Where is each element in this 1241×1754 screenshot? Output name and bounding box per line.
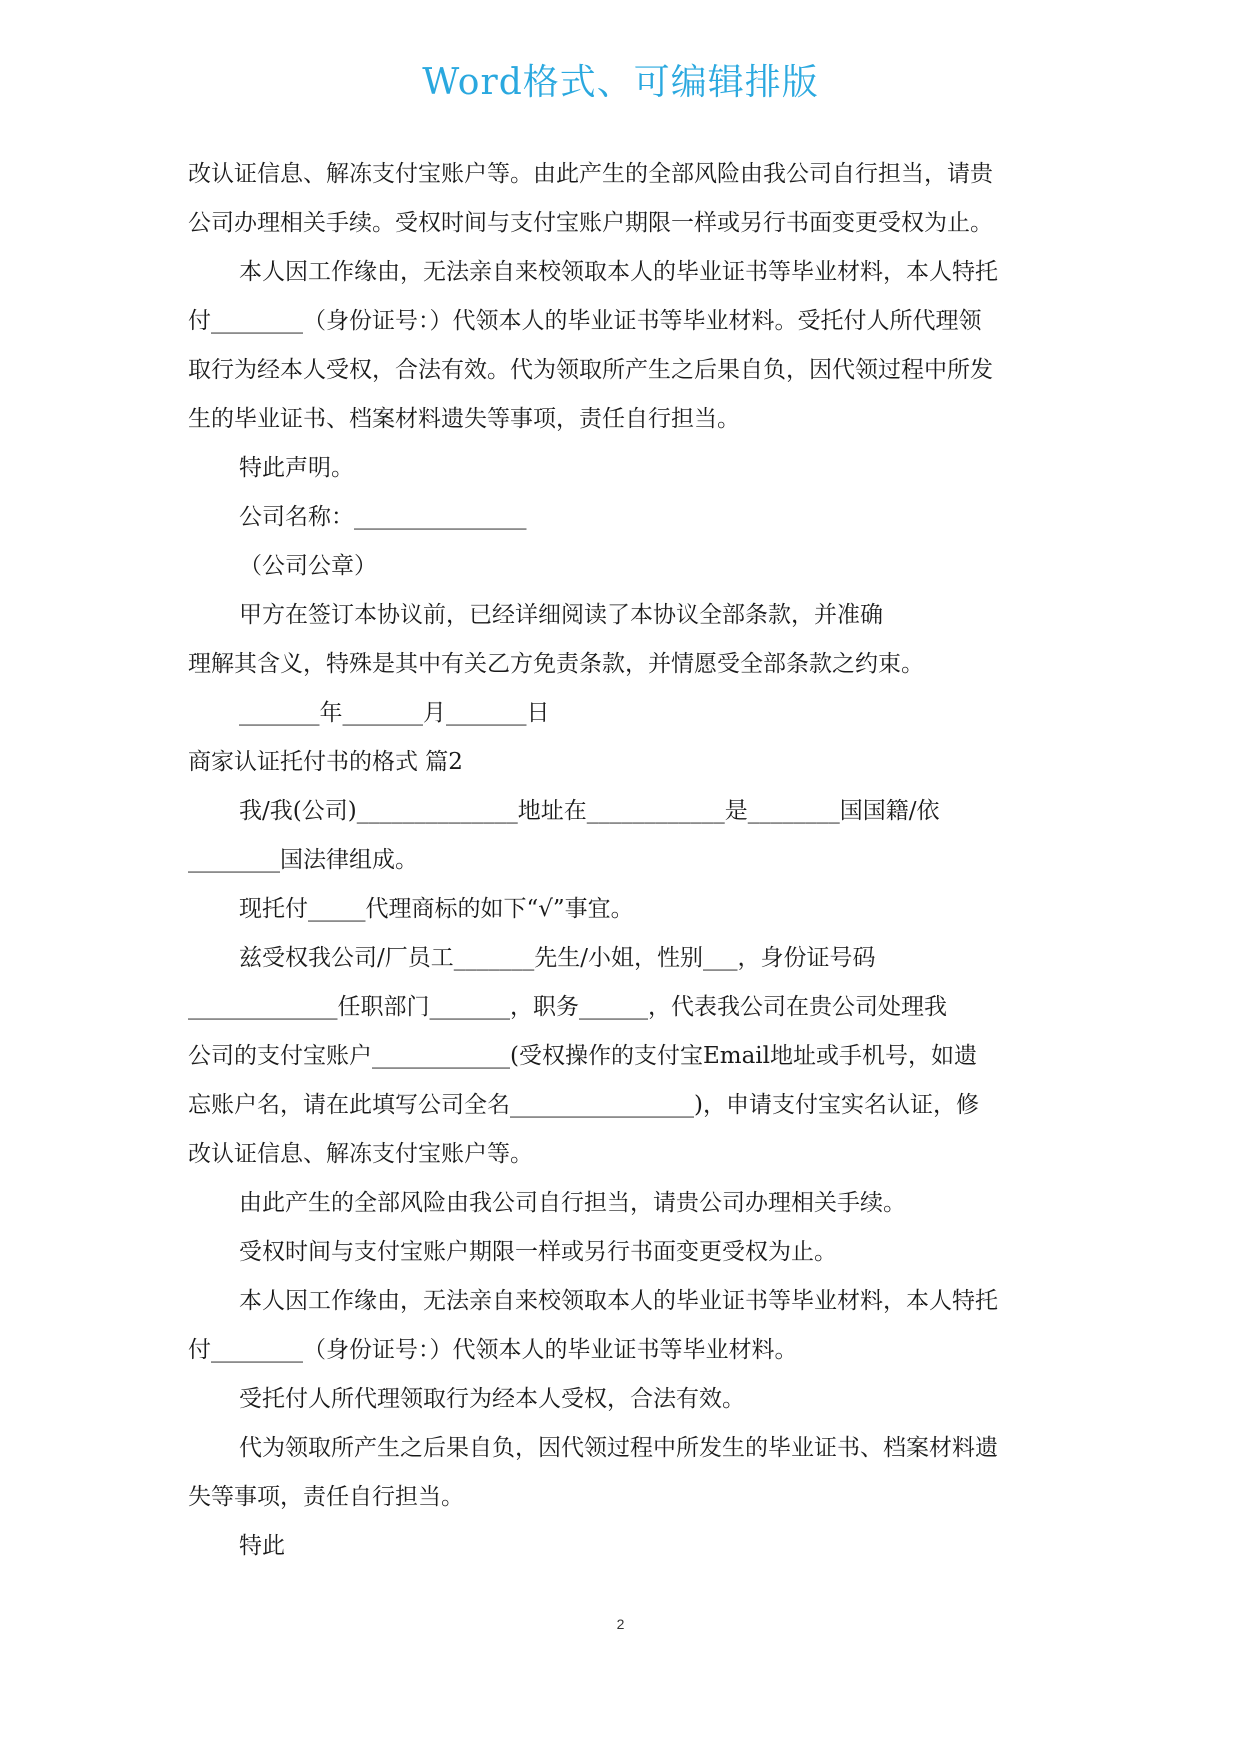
page-number: 2 (616, 1616, 625, 1632)
text-line: 取行为经本人受权，合法有效。代为领取所产生之后果自负，因代领过程中所发 (188, 357, 993, 383)
text-line: 我/我(公司)______________地址在____________是________国国籍/依 (239, 798, 940, 824)
document-body (188, 150, 1068, 1571)
text-line: 生的毕业证书、档案材料遗失等事项，责任自行担当。 (188, 406, 740, 432)
text-line: 本人因工作缘由，无法亲自来校领取本人的毕业证书等毕业材料，本人特托 (239, 1288, 998, 1314)
text-line: 本人因工作缘由，无法亲自来校领取本人的毕业证书等毕业材料，本人特托 (239, 259, 998, 285)
text-line: 忘账户名，请在此填写公司全名________________)，申请支付宝实名认证，修 (188, 1092, 979, 1118)
text-line: _____________任职部门_______，职务______，代表我公司在贵公司处理我 (188, 994, 947, 1020)
text-line: 付________（身份证号：）代领本人的毕业证书等毕业材料。 (188, 1337, 798, 1363)
text-line: 改认证信息、解冻支付宝账户等。 (188, 1141, 533, 1167)
text-line: 公司办理相关手续。受权时间与支付宝账户期限一样或另行书面变更受权为止。 (188, 210, 993, 236)
text-line: 理解其含义，特殊是其中有关乙方免责条款，并情愿受全部条款之约束。 (188, 651, 924, 677)
text-line: 兹受权我公司/厂员工_______先生/小姐，性别___，身份证号码 (239, 945, 876, 971)
text-line: 特此声明。 (239, 455, 354, 481)
text-line: 付________（身份证号：）代领本人的毕业证书等毕业材料。受托付人所代理领 (188, 308, 982, 334)
text-line: 甲方在签订本协议前，已经详细阅读了本协议全部条款，并准确 (239, 602, 883, 628)
text-line: 由此产生的全部风险由我公司自行担当，请贵公司办理相关手续。 (239, 1190, 906, 1216)
text-line: 现托付_____代理商标的如下“√”事宜。 (239, 896, 634, 922)
text-line: 特此 (239, 1533, 285, 1559)
text-line: 改认证信息、解冻支付宝账户等。由此产生的全部风险由我公司自行担当，请贵 (188, 161, 993, 187)
text-line: 公司名称：_______________ (239, 504, 527, 530)
text-line: 受托付人所代理领取行为经本人受权，合法有效。 (239, 1386, 745, 1412)
text-line: 受权时间与支付宝账户期限一样或另行书面变更受权为止。 (239, 1239, 837, 1265)
text-line: 失等事项，责任自行担当。 (188, 1484, 464, 1510)
text-line: 代为领取所产生之后果自负，因代领过程中所发生的毕业证书、档案材料遗 (239, 1435, 998, 1461)
text-line: ________国法律组成。 (188, 847, 418, 873)
text-line: 公司的支付宝账户____________(受权操作的支付宝Email地址或手机号，如遗 (188, 1043, 977, 1069)
text-line: 商家认证托付书的格式 篇2 (188, 749, 463, 775)
page-header-title: Word格式、可编辑排版 (422, 62, 819, 103)
text-line: （公司公章） (239, 553, 377, 579)
text-line: _______年_______月_______日 (239, 700, 550, 726)
